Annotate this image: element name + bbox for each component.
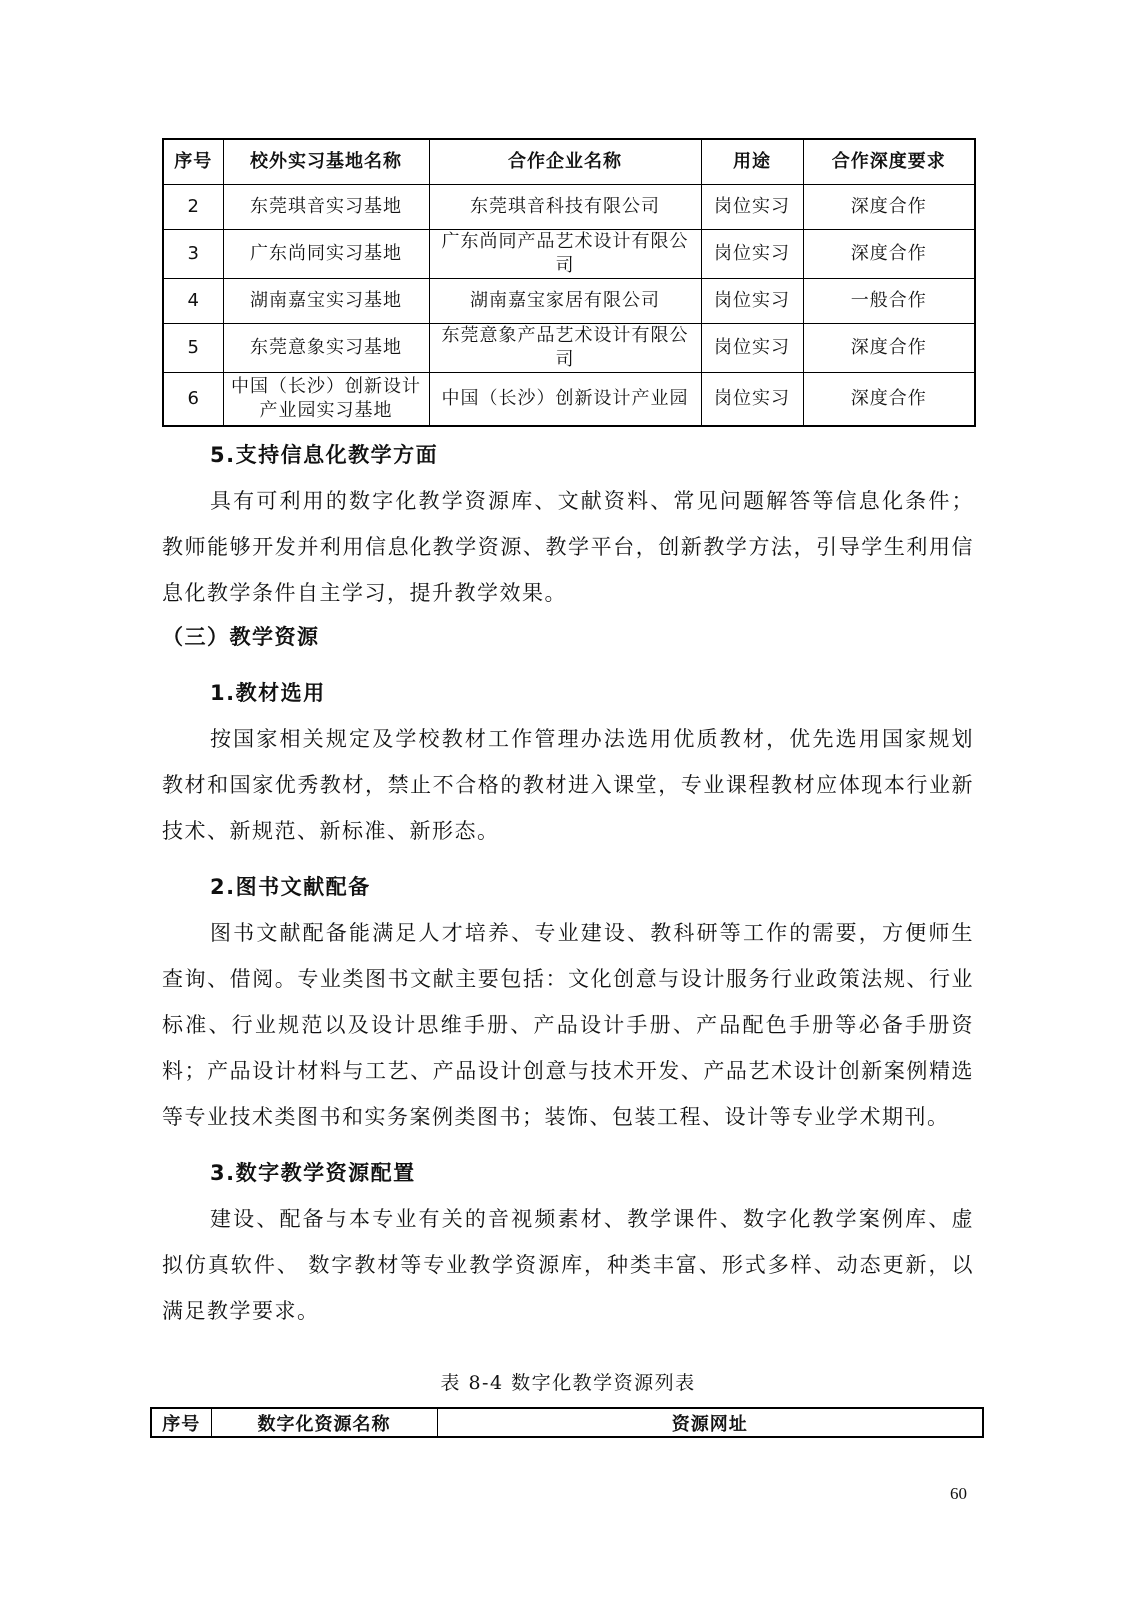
table-cell: 3 (163, 230, 223, 279)
table-cell: 东莞琪音实习基地 (223, 185, 429, 230)
table-cell: 深度合作 (803, 230, 975, 279)
table-header-row (163, 139, 975, 185)
column-header: 序号 (151, 1408, 211, 1437)
table-row (163, 373, 975, 427)
column-header: 合作企业名称 (429, 139, 701, 185)
table-row (163, 324, 975, 373)
column-header: 序号 (163, 139, 223, 185)
subsection-heading: 3.数字教学资源配置 (210, 1161, 416, 1185)
table-cell: 深度合作 (803, 324, 975, 373)
internship-base-table (162, 138, 976, 427)
table-caption: 表 8-4 数字化教学资源列表 (440, 1372, 696, 1394)
column-header: 合作深度要求 (803, 139, 975, 185)
column-header: 校外实习基地名称 (223, 139, 429, 185)
page-number: 60 (950, 1484, 967, 1503)
section-heading: 5.支持信息化教学方面 (210, 443, 439, 467)
column-header: 资源网址 (437, 1408, 983, 1437)
table-header-row (151, 1408, 983, 1437)
table-cell: 一般合作 (803, 279, 975, 324)
subsection-heading: 2.图书文献配备 (210, 875, 371, 899)
table-cell: 深度合作 (803, 185, 975, 230)
table-cell: 5 (163, 324, 223, 373)
table-row (163, 230, 975, 279)
digital-resource-table (150, 1407, 984, 1438)
paragraph: 具有可利用的数字化教学资源库、文献资料、常见问题解答等信息化条件；教师能够开发并利用信息化教学资源、教学平台，创新教学方法，引导学生利用信息化教学条件自主学习，提升教学效果。 (162, 489, 974, 605)
column-header: 用途 (701, 139, 803, 185)
table-cell: 岗位实习 (701, 373, 803, 427)
table-cell: 东莞意象实习基地 (223, 324, 429, 373)
paragraph: 建设、配备与本专业有关的音视频素材、教学课件、数字化教学案例库、虚拟仿真软件、 数字教材等专业教学资源库，种类丰富、形式多样、动态更新，以满足教学要求。 (162, 1207, 974, 1323)
column-header: 数字化资源名称 (211, 1408, 437, 1437)
table-cell: 东莞琪音科技有限公司 (429, 185, 701, 230)
table-cell: 东莞意象产品艺术设计有限公司 (429, 324, 701, 373)
table-cell: 岗位实习 (701, 185, 803, 230)
table-cell: 4 (163, 279, 223, 324)
table-cell: 深度合作 (803, 373, 975, 427)
table-cell: 湖南嘉宝家居有限公司 (429, 279, 701, 324)
section-heading: （三）教学资源 (162, 625, 320, 649)
table-cell: 湖南嘉宝实习基地 (223, 279, 429, 324)
table-cell: 广东尚同实习基地 (223, 230, 429, 279)
table-cell: 2 (163, 185, 223, 230)
table-cell: 广东尚同产品艺术设计有限公司 (429, 230, 701, 279)
subsection-heading: 1.教材选用 (210, 681, 326, 705)
paragraph: 按国家相关规定及学校教材工作管理办法选用优质教材，优先选用国家规划教材和国家优秀教材，禁止不合格的教材进入课堂，专业课程教材应体现本行业新技术、新规范、新标准、新形态。 (162, 727, 974, 843)
table-cell: 岗位实习 (701, 324, 803, 373)
table-cell: 中国（长沙）创新设计产业园 (429, 373, 701, 427)
table-row (163, 279, 975, 324)
table-cell: 岗位实习 (701, 230, 803, 279)
table-row (163, 185, 975, 230)
paragraph: 图书文献配备能满足人才培养、专业建设、教科研等工作的需要，方便师生查询、借阅。专业类图书文献主要包括：文化创意与设计服务行业政策法规、行业标准、行业规范以及设计思维手册、产品设计手册、产品配色手册等必备手册资料；产品设计材料与工艺、产品设计创意与技术开发、产品艺术设计创新案例精选等专业技术类图书和实务案例类图书；装饰、包装工程、设计等专业学术期刊。 (162, 921, 974, 1129)
table-cell: 岗位实习 (701, 279, 803, 324)
table-cell: 6 (163, 373, 223, 427)
table-cell: 中国（长沙）创新设计产业园实习基地 (223, 373, 429, 427)
